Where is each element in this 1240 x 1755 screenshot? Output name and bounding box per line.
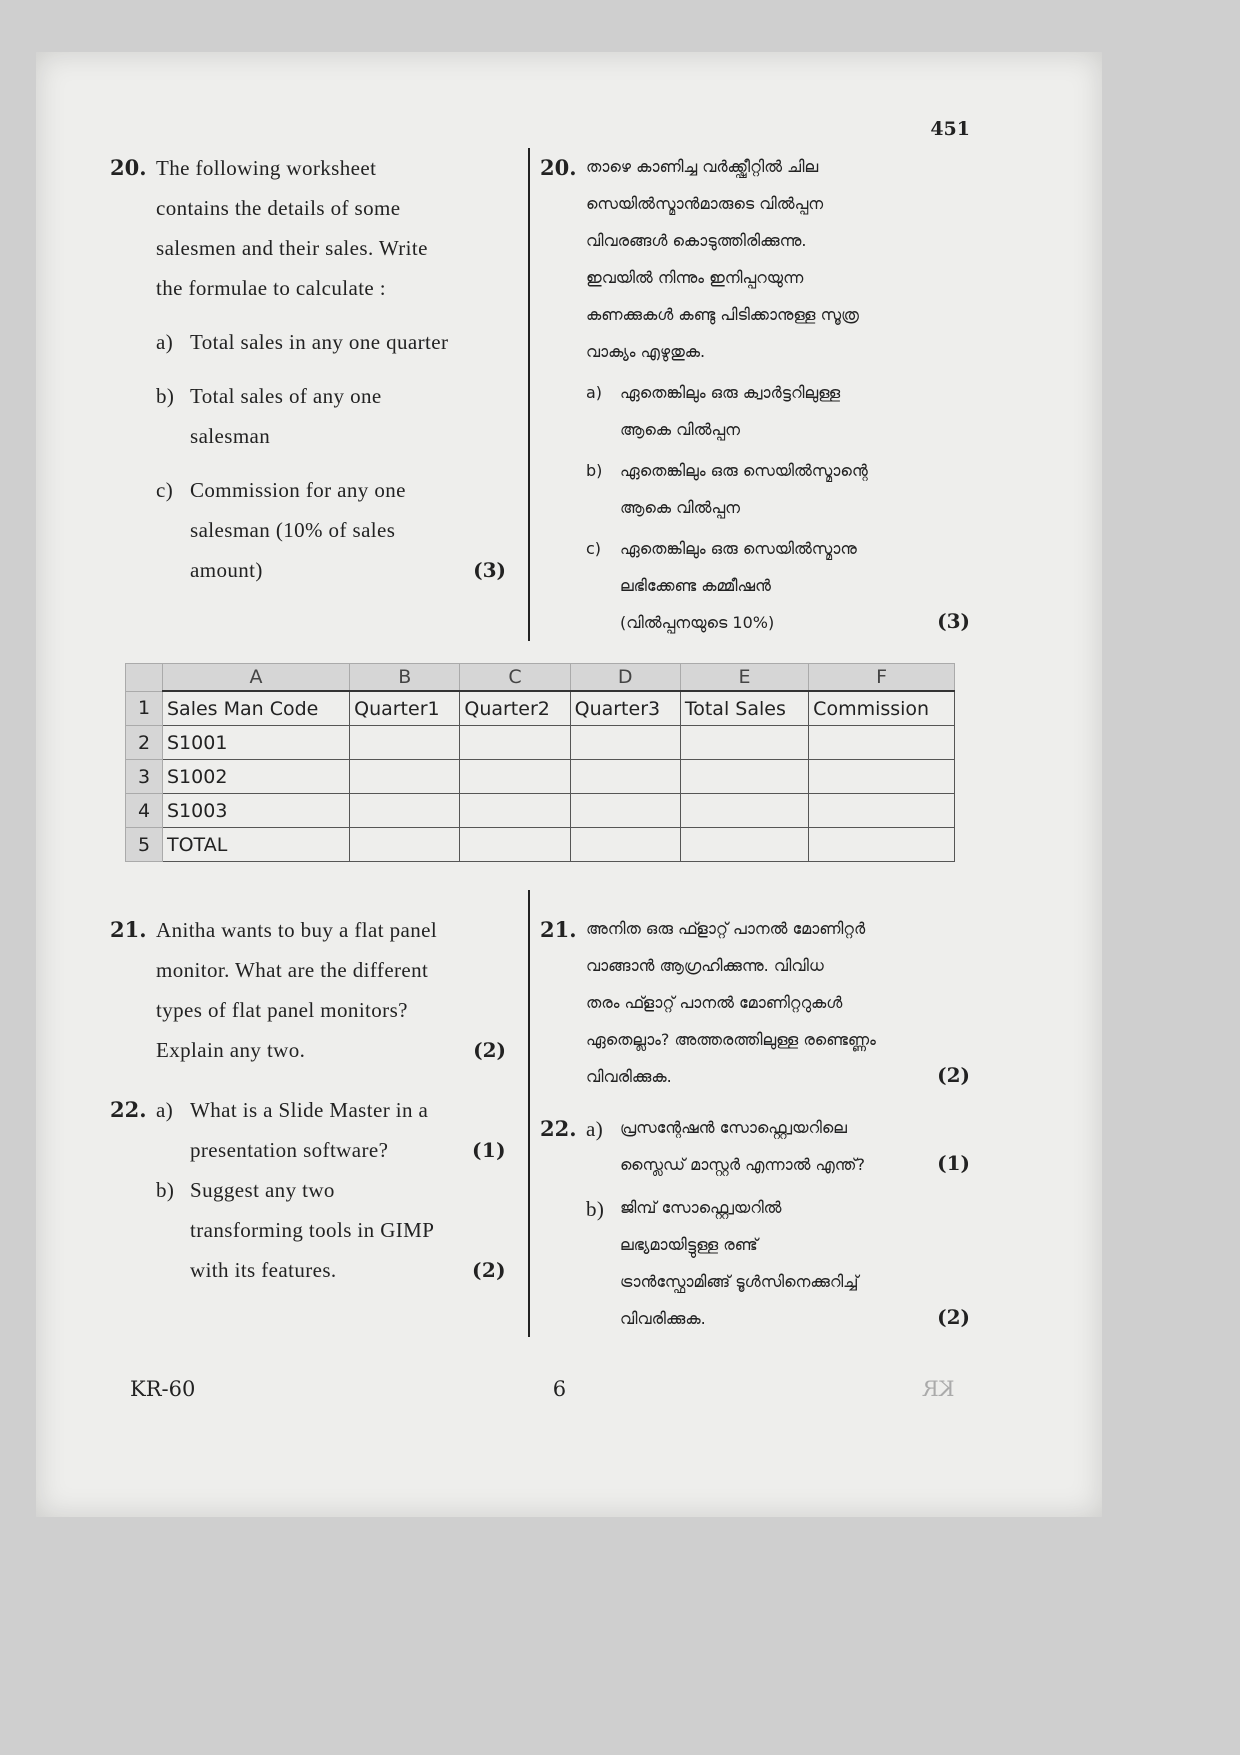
mirror-text: KR [923, 1377, 955, 1401]
text-line: transforming tools in GIMP [190, 1218, 435, 1242]
row-number: 3 [126, 760, 163, 794]
row-number: 2 [126, 726, 163, 760]
text-line: വിവരിക്കുക. [620, 1309, 706, 1328]
table-cell: TOTAL [163, 828, 350, 862]
table-cell [350, 726, 460, 760]
text-line: ഏതെങ്കിലും ഒരു സെയിൽസ്മാന്റെ [620, 461, 868, 480]
page-content [110, 118, 970, 1401]
table-cell [460, 794, 570, 828]
table-cell [809, 726, 955, 760]
table-row [126, 794, 955, 828]
marks: (2) [937, 1305, 970, 1329]
question-number: 21. [110, 917, 147, 942]
text-line: What is a Slide Master in a [190, 1098, 429, 1122]
sub-question [156, 1090, 506, 1170]
text-line: contains the details of some [156, 196, 401, 220]
text-line: തരം ഫ്ളാറ്റ് പാനൽ മോണിറ്ററുകൾ [586, 993, 843, 1012]
sub-question-text [190, 470, 461, 590]
sub-question-text [190, 322, 461, 362]
row-number: 4 [126, 794, 163, 828]
table-cell: Quarter1 [350, 691, 460, 726]
column-header: C [460, 664, 570, 692]
column-header: B [350, 664, 460, 692]
row-number: 1 [126, 691, 163, 726]
q22-malayalam-block [540, 1109, 970, 1337]
table-cell: Commission [809, 691, 955, 726]
table-cell [350, 760, 460, 794]
table-cell [680, 828, 808, 862]
text-line: salesman [190, 424, 271, 448]
question-number: 22. [540, 1116, 577, 1141]
sub-question [156, 470, 461, 590]
q20-malayalam [586, 148, 925, 641]
text-line: ആകെ വിൽപ്പന [620, 420, 740, 439]
text-line: The following worksheet [156, 156, 377, 180]
q20-english-block [110, 148, 506, 590]
item-label: a) [586, 1117, 604, 1141]
text-line: ലഭിക്കേണ്ട കമ്മീഷൻ [620, 576, 771, 595]
sub-question-text [620, 374, 925, 448]
table-cell [350, 794, 460, 828]
table-cell [680, 760, 808, 794]
q22b-malayalam [620, 1189, 925, 1337]
column-header: A [163, 664, 350, 692]
item-label: a) [156, 1098, 174, 1122]
text-line: താഴെ കാണിച്ച വർക്ക്ഷീറ്റിൽ ചില [586, 157, 819, 176]
text-line: ഏതെങ്കിലും ഒരു സെയിൽസ്മാനു [620, 539, 857, 558]
page-footer [110, 1377, 970, 1401]
text-line: വാങ്ങാൻ ആഗ്രഹിക്കുന്നു. വിവിധ [586, 956, 824, 975]
row-number: 5 [126, 828, 163, 862]
text-line: അനിത ഒരു ഫ്ളാറ്റ് പാനൽ മോണിറ്റർ [586, 919, 866, 938]
sub-question-text [620, 530, 925, 641]
text-line: ആകെ വിൽപ്പന [620, 498, 740, 517]
item-label: c) [156, 478, 174, 502]
sub-question [586, 1109, 970, 1183]
worksheet-table [125, 663, 955, 862]
q21-english-block [110, 890, 506, 1070]
table-cell: S1002 [163, 760, 350, 794]
table-cell: Quarter2 [460, 691, 570, 726]
item-label: b) [156, 384, 175, 408]
marks: (3) [937, 609, 970, 633]
text-line: Commission for any one [190, 478, 406, 502]
q22a-english [190, 1090, 460, 1170]
table-row [126, 828, 955, 862]
question-number: 21. [540, 917, 577, 942]
text-line: ഏതെല്ലാം? അത്തരത്തിലുള്ള രണ്ടെണ്ണം [586, 1030, 876, 1049]
text-line: സ്ലൈഡ് മാസ്റ്റർ എന്നാൽ എന്ത്? [620, 1155, 865, 1174]
question-number: 20. [110, 155, 147, 180]
marks: (1) [937, 1151, 970, 1175]
text-line: പ്രസന്റേഷൻ സോഫ്റ്റ്വെയറിലെ [620, 1118, 847, 1137]
text-line: salesmen and their sales. Write [156, 236, 428, 260]
marks: (1) [471, 1138, 506, 1162]
text-line: Explain any two. [156, 1038, 306, 1062]
text-line: സെയിൽസ്മാൻമാരുടെ വിൽപ്പന [586, 194, 824, 213]
column-header: D [570, 664, 680, 692]
malayalam-column [530, 148, 970, 641]
table-row [126, 760, 955, 794]
q21-q22-section [110, 890, 970, 1337]
sub-question [156, 1170, 506, 1290]
sub-question [156, 376, 461, 456]
text-line: വിവരിക്കുക. [586, 1067, 672, 1086]
table-cell [460, 828, 570, 862]
english-column [110, 148, 530, 641]
text-line: വാക്യം എഴുതുക. [586, 342, 706, 361]
q22a-malayalam [620, 1109, 925, 1183]
item-label: a) [156, 330, 174, 354]
page-number: 6 [552, 1377, 567, 1401]
text-line: presentation software? [190, 1138, 389, 1162]
q20-section [110, 148, 970, 641]
text-line: amount) [190, 558, 263, 582]
item-label: b) [586, 1197, 605, 1221]
text-line: ട്രാൻസ്ഫോമിങ്ങ് ടൂൾസിനെക്കുറിച്ച് [620, 1272, 859, 1291]
text-line: Total sales of any one [190, 384, 382, 408]
q22b-english [190, 1170, 460, 1290]
text-line: types of flat panel monitors? [156, 998, 408, 1022]
table-cell: S1001 [163, 726, 350, 760]
text-line: Suggest any two [190, 1178, 335, 1202]
table-cell [570, 828, 680, 862]
table-cell [809, 760, 955, 794]
malayalam-column [530, 890, 970, 1337]
marks: (3) [473, 558, 506, 582]
table-row [126, 726, 955, 760]
table-cell [570, 726, 680, 760]
item-label: a) [586, 383, 603, 402]
table-cell [460, 726, 570, 760]
sub-question [586, 452, 925, 526]
text-line: ഇവയിൽ നിന്നും ഇനിപ്പറയുന്ന [586, 268, 804, 287]
q22-english [156, 1090, 506, 1290]
table-cell: Quarter3 [570, 691, 680, 726]
column-header-row [126, 664, 955, 692]
text-line: ലഭ്യമായിട്ടുള്ള രണ്ട് [620, 1235, 758, 1254]
item-label: c) [586, 539, 602, 558]
item-label: b) [586, 461, 603, 480]
text-line: salesman (10% of sales [190, 518, 396, 542]
q20-malayalam-block [540, 148, 970, 641]
q21-malayalam [586, 910, 925, 1095]
sub-question [586, 530, 925, 641]
question-number: 20. [540, 155, 577, 180]
sub-question [586, 1189, 970, 1337]
footer-code: KR-60 [130, 1377, 196, 1401]
column-header: F [809, 664, 955, 692]
text-line: (വിൽപ്പനയുടെ 10%) [620, 613, 775, 632]
table-cell [809, 794, 955, 828]
text-line: ഏതെങ്കിലും ഒരു ക്വാർട്ടറിലുള്ള [620, 383, 841, 402]
q20-english [156, 148, 461, 590]
text-line: Anitha wants to buy a flat panel [156, 918, 438, 942]
english-column [110, 890, 530, 1337]
q21-malayalam-block [540, 890, 970, 1095]
table-cell [350, 828, 460, 862]
select-all-corner [126, 664, 163, 692]
text-line: the formulae to calculate : [156, 276, 387, 300]
q22-malayalam [586, 1109, 970, 1337]
q21-english [156, 910, 461, 1070]
table-cell: Total Sales [680, 691, 808, 726]
table-cell: S1003 [163, 794, 350, 828]
text-line: കണക്കുകൾ കണ്ടു പിടിക്കാനുള്ള സൂത്ര [586, 305, 859, 324]
page-code: 451 [930, 118, 970, 140]
text-line: Total sales in any one quarter [190, 330, 449, 354]
marks: (2) [937, 1063, 970, 1087]
marks: (2) [473, 1038, 506, 1062]
text-line: monitor. What are the different [156, 958, 429, 982]
sub-question [156, 322, 461, 362]
question-number: 22. [110, 1097, 147, 1122]
table-cell [460, 760, 570, 794]
table-cell [570, 794, 680, 828]
table-row [126, 691, 955, 726]
sub-question-text [190, 376, 461, 456]
marks: (2) [471, 1258, 506, 1282]
sub-question-text [620, 452, 925, 526]
table-cell [680, 726, 808, 760]
table-cell [680, 794, 808, 828]
sub-question [586, 374, 925, 448]
table-cell [809, 828, 955, 862]
item-label: b) [156, 1178, 175, 1202]
text-line: with its features. [190, 1258, 337, 1282]
table-cell: Sales Man Code [163, 691, 350, 726]
text-line: ജിമ്പ് സോഫ്റ്റ്വെയറിൽ [620, 1198, 782, 1217]
table-cell [570, 760, 680, 794]
column-header: E [680, 664, 808, 692]
q22-english-block [110, 1090, 506, 1290]
text-line: വിവരങ്ങൾ കൊടുത്തിരിക്കുന്നു. [586, 231, 807, 250]
